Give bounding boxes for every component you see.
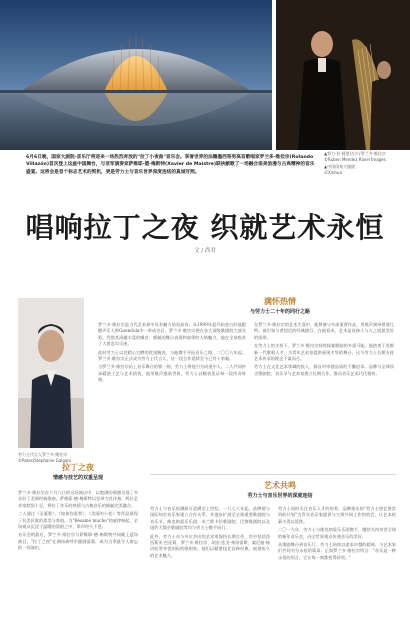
performers-photo <box>276 0 410 150</box>
section-1-paragraph: 罗兰多·维拉宗是当代艺术界中具有魅力的男高音。从1999年起开始登台的他跟随声乐大师Guendola中一举成名后，罗兰多·维拉宗便在各大顶级歌剧院大放光彩，凭借其清澈丰富的嗓音、细腻的舞台表现和真挚的人格魅力，他在全球收获了大批忠实乐迷。 <box>98 322 246 347</box>
portrait-photo <box>18 298 84 448</box>
section-2-column <box>18 490 138 552</box>
section-divider <box>150 474 396 475</box>
section-3-paragraph: 从歌剧舞台到音乐厅，劳力士始终以追求卓越的精神，与艺术家们共同书写永恒的篇章。正如罗兰多·维拉宗所言："音乐是一种永恒的语言，它让每一刻都变得珍贵。" <box>278 542 396 560</box>
section-1-column-left <box>98 322 246 384</box>
section-2-title: 拉丁之夜 <box>62 463 94 472</box>
section-2-paragraph: 二人通过《圣诞歌》、《如果你爱我》、《美丽的小花》等作品展现了拉美民歌的柔美与奔放。当"Bésame mucho"的旋律响起，全场观众沉浸于温暖的氛围之中，掌声经久不息。 <box>18 511 138 530</box>
article-title: 唱响拉丁之夜 织就艺术永恒 <box>25 211 385 244</box>
section-1-paragraph: 在劳力士的支持下，罗兰多·维拉宗持续探索歌剧的多重可能。他热衷于发掘新一代歌唱人才，为青年艺术家提供展现才华的舞台，这与劳力士长期支持艺术传承的理念不谋而合。 <box>254 343 394 362</box>
section-1-paragraph: 劳力士在文化艺术领域的投入，源自对卓越品质的不懈追求。品牌与全球顶尖歌剧院、音乐节与艺术家建立长期合作，推动音乐艺术代代相传。 <box>254 364 394 376</box>
opera-house-photo <box>0 0 272 150</box>
section-3-paragraph: 劳力士与音乐的渊源可追溯至上世纪。一九七六年起，品牌便与国际知名音乐家建立合作关系，并逐步扩展至全球重要歌剧院与音乐节。维也纳爱乐乐团、米兰斯卡拉歌剧院、巴黎歌剧院以及纽约大都会歌剧院等均与劳力士携手同行。 <box>150 506 270 531</box>
section-1-column-right <box>254 322 394 377</box>
section-2-paragraph: 罗兰多·维拉宗在六月六日的这场演出中，以饱满的情感呈现了多首拉丁美洲经典歌曲。萨维耶·德·梅斯特以竖琴为其伴奏，两位艺术家默契十足，将拉丁音乐的热情与古典音乐的细腻完美融合。 <box>18 490 138 508</box>
section-2-paragraph: 音乐会的最后，罗兰多·维拉宗与萨维耶·德·梅斯特共同献上返场曲目，"拉丁之夜"在满场欢呼中圆满落幕，成为当季最令人难忘的一场演出。 <box>18 532 138 551</box>
section-3-column-right <box>278 506 396 561</box>
section-3-paragraph: 劳力士同时关注音乐人才的培养。品牌推出的"劳力士创艺推荐资助计划"为青年音乐家提供与大师共同工作的机会，让艺术的薪火得以延续。 <box>278 506 396 524</box>
main-photo-caption: ▲中国国家大剧院 ©Xinhua <box>324 164 356 175</box>
side-photo-caption: ▲努力·拉·阿里(左)与罗兰多·维拉宗 ©Ruben Mendez Ravel Images <box>324 151 387 162</box>
section-1-paragraph: 当罗兰多·维拉宗站上音乐舞台的那一刻，劳力士将他引为同道中人。二人共同传承精湛工艺与艺术热忱，他用歌声感染世界，劳力士以腕表见证每一段传奇时刻。 <box>98 364 246 383</box>
section-3-paragraph: 此外，劳力士亦与多位杰出的艺术家保持长期合作，其中包括西西莉亚·芭托莉、罗兰多·维拉宗、胡安·迭戈·弗洛雷斯、索尼娅·杨切娃等享誉国际的歌唱家。他们以精湛技艺诠释经典，展现恒久的艺术魅力。 <box>150 533 270 558</box>
lead-paragraph: 6月6日晚，国家大剧院-音乐厅将迎来一场热烈奔放的"拉丁小夜曲"音乐会。享誉世界的法籍墨西哥男高音歌唱家罗兰多·维拉宗(Rolando Villazón)首次登上这座中国舞台，与亚军演奏家萨维耶·德·梅斯特(Xavier de Maistre)联袂献歌了一场融合南美浪漫与古典精神的音乐盛宴。这将会是首个标志艺术的契机，更是劳力士与音乐世界深度连结的真诚写照。 <box>26 155 315 175</box>
portrait-caption: 劳力士代言人罗兰多·维拉宗 ©Rolex/Stephanie Galgani <box>18 452 72 463</box>
section-1-title: 满怀热情 <box>264 297 296 306</box>
section-1-paragraph: 在罗兰多·维拉宗的艺术生涯中，他曾参与多部重要作品，用歌声演绎着莫扎特、威尔第与普契尼的经典剧目。在他看来，艺术是连接人与人之间最美好的纽带。 <box>254 322 394 340</box>
section-1-subtitle: 与劳力士二十年的同行之路 <box>249 309 310 315</box>
section-3-column-left <box>150 506 270 559</box>
section-3-title: 艺术共鸣 <box>264 481 296 490</box>
section-2-subtitle: 情感与技艺的双重呈现 <box>52 475 103 481</box>
section-3-subtitle: 劳力士与音乐世界的深度连结 <box>247 493 313 499</box>
section-1-paragraph: 此时劳力士以其精心打磨的优质腕表，与他携手开拓音乐之路，二〇〇八年起，罗兰多·维拉宗正式成为劳力士代言人，这一段合作延续至今已有十余载。 <box>98 349 246 362</box>
article-byline: 文 / 尚君 <box>194 248 216 254</box>
section-3-paragraph: 二〇一九年，劳力士与维也纳爱乐乐团携手，继续支持享誉全球的新年音乐会，向全世界观众传递音乐的美好。 <box>278 527 396 539</box>
